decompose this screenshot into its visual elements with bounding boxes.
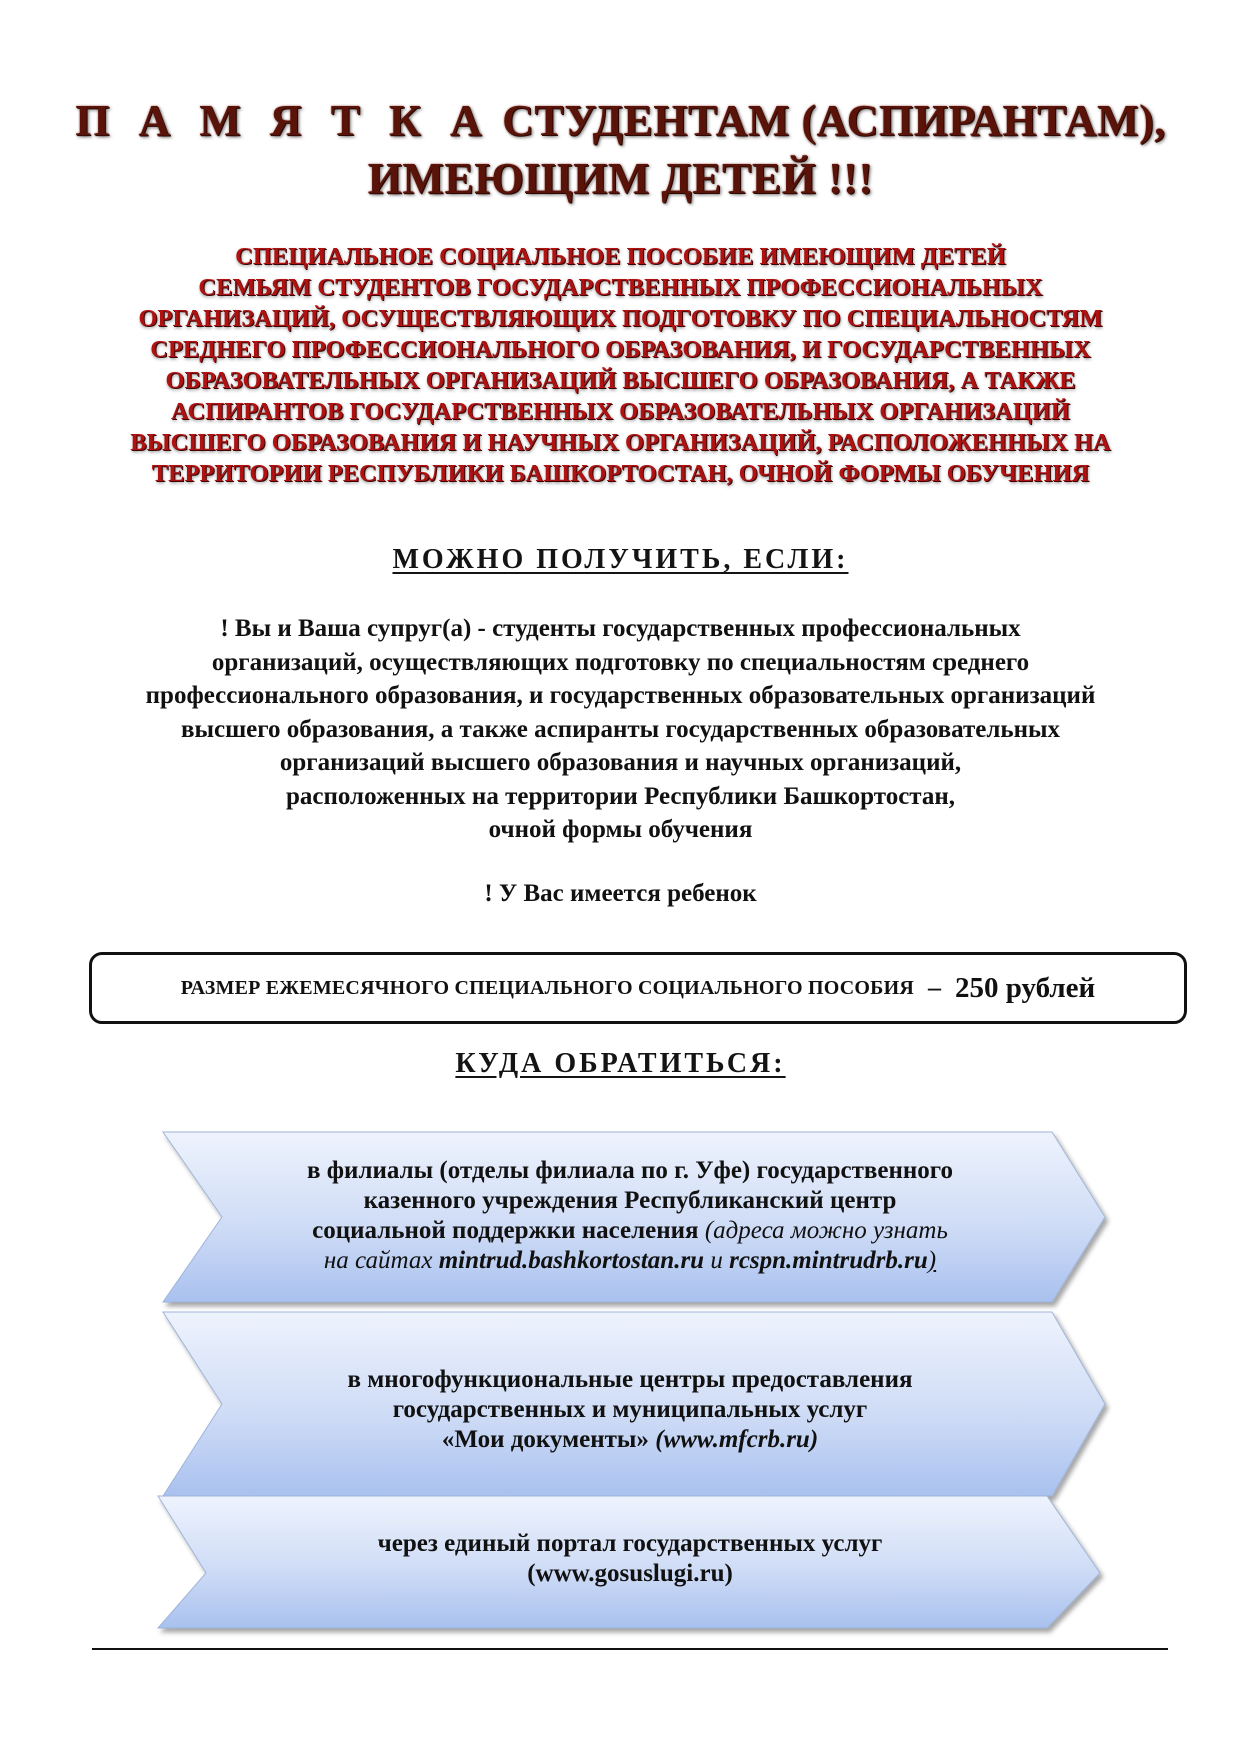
option-mfc [200,1365,1060,1455]
option2-my-documents: «Мои документы» [441,1426,649,1453]
where-heading-text: КУДА ОБРАТИТЬСЯ: [455,1048,786,1079]
bottom-divider [92,1648,1168,1650]
option2-line: государственных и муниципальных услуг [392,1396,868,1423]
eligibility-heading-text: МОЖНО ПОЛУЧИТЬ, ЕСЛИ: [392,544,849,575]
condition-line: профессионального образования, и государственных образовательных организаций [145,682,1096,709]
option-branches [200,1156,1060,1276]
subtitle-line: АСПИРАНТОВ ГОСУДАРСТВЕННЫХ ОБРАЗОВАТЕЛЬНЫХ ОРГАНИЗАЦИЙ [171,398,1070,425]
option2-line: в многофункциональные центры предоставления [347,1366,913,1393]
option1-sites-prefix: на сайтах [323,1247,433,1274]
option1-line: в филиалы (отделы филиала по г. Уфе) государственного [307,1157,953,1184]
option1-line: казенного учреждения Республиканский центр [363,1187,897,1214]
subtitle-line: СПЕЦИАЛЬНОЕ СОЦИАЛЬНОЕ ПОСОБИЕ ИМЕЮЩИМ ДЕТЕЙ [235,243,1006,270]
option2-site-mfcrb[interactable]: (www.mfcrb.ru) [655,1426,819,1453]
benefit-amount: 250 рублей [954,971,1096,1004]
option1-addresses-note: (адреса можно узнать [704,1217,948,1244]
condition-line: организаций высшего образования и научных организаций, [279,749,962,776]
option1-close-paren: ) [927,1247,937,1274]
subtitle-line: ОРГАНИЗАЦИЙ, ОСУЩЕСТВЛЯЮЩИХ ПОДГОТОВКУ ПО СПЕЦИАЛЬНОСТЯМ [138,305,1103,332]
condition-line: высшего образования, а также аспиранты государственных образовательных [180,715,1061,743]
title-students: СТУДЕНТАМ (АСПИРАНТАМ), [502,96,1166,145]
subtitle-line: ТЕРРИТОРИИ РЕСПУБЛИКИ БАШКОРТОСТАН, ОЧНОЙ ФОРМЫ ОБУЧЕНИЯ [151,460,1090,487]
option1-site-rcspn[interactable]: rcspn.mintrudrb.ru [729,1247,928,1274]
option-gosuslugi [200,1529,1060,1589]
subtitle-line: ОБРАЗОВАТЕЛЬНЫХ ОРГАНИЗАЦИЙ ВЫСШЕГО ОБРАЗОВАНИЯ, А ТАКЖЕ [165,367,1076,394]
condition-line: организаций, осуществляющих подготовку по специальностям среднего [211,648,1030,676]
subtitle-line: СЕМЬЯМ СТУДЕНТОВ ГОСУДАРСТВЕННЫХ ПРОФЕССИОНАЛЬНЫХ [198,274,1043,301]
subtitle-line: ВЫСШЕГО ОБРАЗОВАНИЯ И НАУЧНЫХ ОРГАНИЗАЦИЙ, РАСПОЛОЖЕННЫХ НА [130,429,1111,456]
option1-site-mintrud[interactable]: mintrud.bashkortostan.ru [438,1247,705,1274]
option1-conj: и [710,1247,723,1274]
title-word-pamyatka: П А М Я Т К А [75,96,491,145]
option3-line: через единый портал государственных услуг [377,1530,883,1557]
option3-site-gosuslugi[interactable]: (www.gosuslugi.ru) [527,1560,733,1587]
title-line-2: ИМЕЮЩИМ ДЕТЕЙ !!! [367,154,874,203]
condition-line: расположенных на территории Республики Башкортостан, [285,782,956,810]
condition-child: ! У Вас имеется ребенок [484,880,757,907]
benefit-label: РАЗМЕР ЕЖЕМЕСЯЧНОГО СПЕЦИАЛЬНОГО СОЦИАЛЬНОГО ПОСОБИЯ [180,976,914,999]
condition-line: ! Вы и Ваша супруг(а) - студенты государственных профессиональных [220,615,1021,642]
option1-line: социальной поддержки населения [312,1217,699,1244]
benefit-dash: – [927,973,941,1002]
condition-line: очной формы обучения [488,816,753,843]
subtitle-line: СРЕДНЕГО ПРОФЕССИОНАЛЬНОГО ОБРАЗОВАНИЯ, И ГОСУДАРСТВЕННЫХ [150,336,1091,363]
